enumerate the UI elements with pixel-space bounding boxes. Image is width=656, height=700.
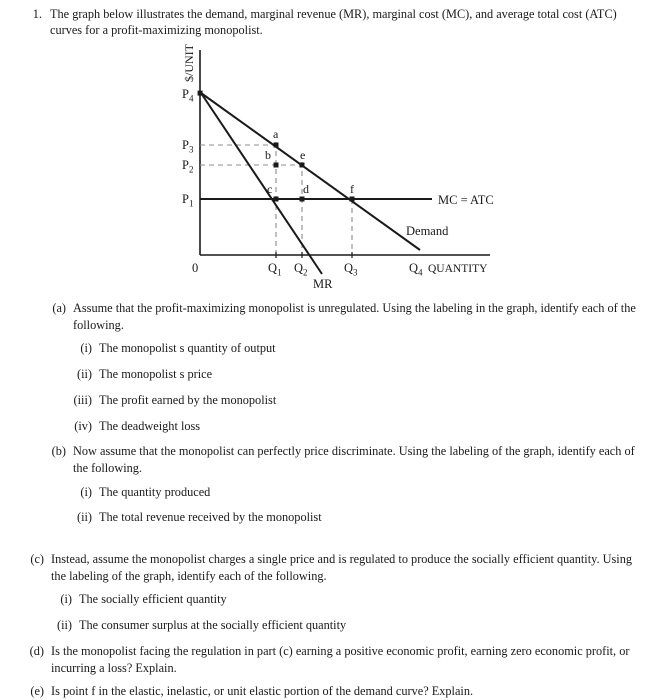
part-b-subitem-i-text: The quantity produced bbox=[99, 484, 211, 499]
part-c-subitem-ii-text: The consumer surplus at the socially efficient quantity bbox=[79, 618, 347, 633]
part-a-marker: (a) bbox=[52, 301, 66, 315]
axis-label-q1: $Q_1$ bbox=[268, 261, 282, 278]
curve-label-mc-atc: MC = ATC bbox=[438, 193, 494, 207]
part-c-subitem-i-marker: (i) bbox=[60, 592, 72, 607]
point-label-d: d bbox=[303, 182, 309, 196]
axis-label-p1: $P_1$ bbox=[182, 192, 194, 209]
part-c-subitem-i-text: The socially efficient quantity bbox=[79, 592, 227, 607]
part-a-subitem-iv-text: The deadweight loss bbox=[99, 418, 201, 433]
part-c-subitem-ii bbox=[46, 617, 648, 634]
point-marker-b bbox=[274, 163, 279, 168]
point-label-a: a bbox=[273, 127, 279, 141]
y-axis-label: $/UNIT bbox=[182, 44, 196, 82]
part-a-subitem-i-text: The monopolist s quantity of output bbox=[99, 341, 276, 356]
axis-label-q3: $Q_3$ bbox=[344, 261, 358, 278]
part-e-text: Is point f in the elastic, inelastic, or unit elastic portion of the demand curve? Explain. bbox=[51, 684, 474, 699]
x-axis-label: QUANTITY bbox=[428, 263, 488, 275]
part-d-marker: (d) bbox=[29, 643, 44, 658]
part-a-subitem-iii-marker: (iii) bbox=[73, 392, 92, 407]
parts-group-cde bbox=[22, 551, 648, 700]
point-label-f: f bbox=[350, 182, 354, 196]
part-a-subitem-ii bbox=[66, 366, 648, 383]
part-c-subitem-ii-marker: (ii) bbox=[56, 618, 72, 633]
part-a-subitem-iv bbox=[66, 418, 648, 435]
axis-label-q2: $Q_2$ bbox=[294, 261, 308, 278]
part-a-subitem-iii-text: The profit earned by the monopolist bbox=[99, 392, 277, 407]
part-d bbox=[22, 643, 648, 676]
part-a-subitem-ii-marker: (ii) bbox=[76, 367, 92, 382]
parts-group-ab bbox=[44, 300, 648, 535]
axis-label-origin: 0 bbox=[192, 261, 199, 275]
part-a-subitem-iv-marker: (iv) bbox=[74, 418, 92, 433]
point-marker-d bbox=[300, 197, 305, 202]
question-stem-text: The graph below illustrates the demand, marginal revenue (MR), marginal cost (MC), and average total cost (ATC) curves for a profit-maximizing monopolist. bbox=[50, 7, 617, 38]
part-a-text: Assume that the profit-maximizing monopolist is unregulated. Using the labeling in the graph, identify each of the following. bbox=[73, 301, 636, 332]
curve-label-demand: Demand bbox=[406, 224, 449, 238]
axis-label-q4: $Q_4$ bbox=[409, 261, 423, 278]
part-c-marker: (c) bbox=[30, 552, 44, 566]
part-c-subitems bbox=[22, 591, 648, 633]
part-a-subitems bbox=[44, 340, 648, 434]
axis-label-p4: $P_4$ bbox=[182, 87, 194, 104]
question-number: 1. bbox=[32, 7, 42, 21]
part-b-subitem-ii-marker: (ii) bbox=[76, 510, 92, 525]
point-marker-p4 bbox=[198, 91, 203, 96]
part-b-subitem-ii-text: The total revenue received by the monopolist bbox=[99, 510, 322, 525]
point-marker-a bbox=[274, 143, 279, 148]
part-a-subitem-i bbox=[66, 340, 648, 357]
part-a-subitem-i-marker: (i) bbox=[80, 341, 92, 356]
question-stem bbox=[22, 6, 640, 38]
part-a bbox=[44, 300, 648, 333]
part-b-subitem-i-marker: (i) bbox=[80, 484, 92, 499]
part-b-text: Now assume that the monopolist can perfectly price discriminate. Using the labeling of the graph, identify each of the following. bbox=[73, 444, 635, 476]
axis-label-p3: $P_3$ bbox=[182, 138, 194, 155]
part-d-text: Is the monopolist facing the regulation in part (c) earning a positive economic profit, earning zero economic profit, or incurring a loss? Explain. bbox=[51, 643, 630, 675]
point-label-c: c bbox=[267, 182, 273, 196]
point-label-e: e bbox=[300, 148, 306, 162]
part-b-marker: (b) bbox=[51, 444, 66, 459]
part-b-subitems bbox=[44, 484, 648, 526]
part-e-marker: (e) bbox=[30, 684, 44, 699]
part-c bbox=[22, 551, 648, 584]
part-a-subitem-ii-text: The monopolist s price bbox=[99, 367, 213, 382]
part-b-subitem-i bbox=[66, 484, 648, 501]
part-b-subitem-ii bbox=[66, 509, 648, 526]
curve-label-mr: MR bbox=[313, 277, 333, 291]
demand-curve bbox=[201, 93, 420, 250]
point-marker-e bbox=[300, 163, 305, 168]
part-c-text: Instead, assume the monopolist charges a single price and is regulated to produce the socially efficient quantity. Using the labeling of the graph, identify each of the following. bbox=[51, 552, 632, 583]
part-e bbox=[22, 683, 648, 700]
monopoly-graph-figure bbox=[0, 42, 656, 292]
point-label-b: b bbox=[265, 148, 271, 162]
part-b bbox=[44, 443, 648, 476]
part-c-subitem-i bbox=[46, 591, 648, 608]
axis-label-p2: $P_2$ bbox=[182, 158, 194, 175]
point-marker-c bbox=[274, 197, 279, 202]
part-a-subitem-iii bbox=[66, 392, 648, 409]
point-marker-f bbox=[350, 197, 355, 202]
